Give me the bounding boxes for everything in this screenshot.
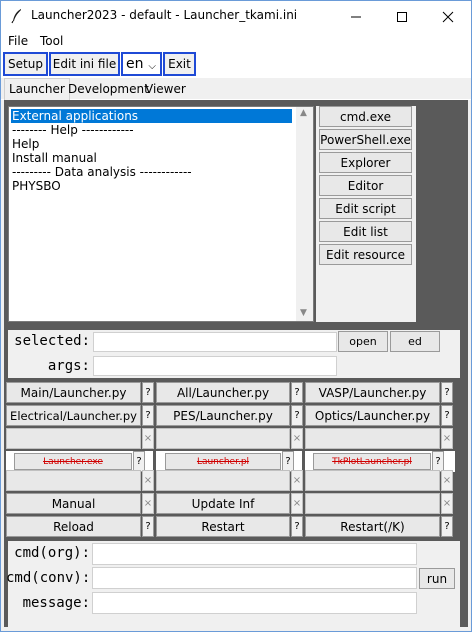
main-launcher-button[interactable]: Main/Launcher.py [6, 382, 141, 403]
language-select[interactable] [121, 52, 162, 76]
toolbar [1, 51, 471, 78]
minimize-button[interactable] [333, 2, 379, 31]
reload-button[interactable]: Reload [6, 516, 141, 537]
edit-script-button[interactable]: Edit script [319, 198, 412, 219]
message-label: message: [22, 595, 90, 611]
list-item[interactable]: External applications [11, 109, 292, 123]
close-icon[interactable]: × [291, 493, 303, 514]
close-icon[interactable]: × [142, 428, 154, 449]
cmd-conv-label: cmd(conv): [6, 570, 91, 586]
list-item[interactable]: PHYSBO [12, 179, 61, 193]
help-button[interactable]: ? [291, 516, 303, 537]
close-icon[interactable]: × [441, 493, 453, 514]
args-label: args: [47, 358, 90, 374]
help-button[interactable]: ? [441, 382, 453, 403]
close-icon[interactable]: × [142, 493, 154, 514]
selected-field[interactable] [93, 332, 337, 352]
help-button[interactable]: ? [432, 451, 444, 472]
help-button[interactable]: ? [133, 451, 145, 472]
launcher-pl-label: Launcher.pl [196, 456, 250, 467]
empty-slot [6, 428, 141, 449]
window-title: Launcher2023 - default - Launcher_tkami.ini [31, 8, 298, 22]
close-icon[interactable]: × [291, 470, 303, 491]
help-button[interactable]: ? [142, 516, 154, 537]
cmd-org-label: cmd(org): [14, 545, 90, 561]
open-button[interactable]: open [338, 331, 388, 352]
title-bar[interactable] [1, 1, 471, 31]
empty-slot [156, 470, 290, 491]
chevron-down-icon: ⌵ [148, 61, 156, 72]
selected-label: selected: [14, 333, 90, 349]
close-icon [442, 11, 454, 23]
pes-launcher-button[interactable]: PES/Launcher.py [156, 405, 290, 426]
tab-development[interactable]: Development [68, 82, 149, 96]
tab-launcher[interactable]: Launcher [4, 78, 70, 100]
help-button[interactable]: ? [282, 451, 294, 472]
tab-viewer[interactable]: Viewer [145, 82, 186, 96]
cmd-conv-field[interactable] [92, 567, 417, 589]
edit-resource-button[interactable]: Edit resource [319, 244, 412, 265]
help-button[interactable]: ? [291, 405, 303, 426]
message-field [92, 592, 417, 614]
tkplotlauncher-button[interactable] [313, 453, 431, 470]
restart-k-button[interactable]: Restart(/K) [305, 516, 440, 537]
help-button[interactable]: ? [441, 405, 453, 426]
exit-button[interactable]: Exit [163, 52, 196, 76]
scroll-down-icon[interactable]: ▼ [300, 308, 307, 318]
empty-slot [305, 428, 440, 449]
electrical-launcher-button[interactable]: Electrical/Launcher.py [6, 405, 141, 426]
explorer-button[interactable]: Explorer [319, 152, 412, 173]
editor-button[interactable]: Editor [319, 175, 412, 196]
help-button[interactable]: ? [142, 405, 154, 426]
ed-button[interactable]: ed [390, 331, 440, 352]
empty-slot [305, 470, 440, 491]
edit-list-button[interactable]: Edit list [319, 221, 412, 242]
application-list[interactable] [8, 106, 314, 322]
empty-slot [6, 470, 141, 491]
scroll-up-icon[interactable]: ▲ [300, 108, 307, 118]
args-field[interactable] [93, 356, 337, 376]
close-icon[interactable]: × [291, 428, 303, 449]
powershell-button[interactable]: PowerShell.exe [319, 129, 412, 150]
language-value: en [126, 56, 144, 72]
menu-bar [1, 31, 471, 51]
all-launcher-button[interactable]: All/Launcher.py [156, 382, 290, 403]
empty-slot [156, 428, 290, 449]
launcher-exe-label: Launcher.exe [43, 456, 103, 467]
launcher-exe-button[interactable] [14, 453, 132, 470]
close-button[interactable] [425, 2, 471, 31]
edit-ini-button[interactable]: Edit ini file [49, 52, 120, 76]
close-icon[interactable]: × [441, 428, 453, 449]
close-icon[interactable]: × [142, 470, 154, 491]
menu-file[interactable]: File [8, 34, 29, 48]
quill-icon [9, 8, 25, 24]
maximize-icon [396, 11, 408, 23]
list-item[interactable]: Help [12, 137, 40, 151]
vasp-launcher-button[interactable]: VASP/Launcher.py [305, 382, 440, 403]
list-item[interactable]: -------- Help ------------ [12, 123, 134, 137]
manual-button[interactable]: Manual [6, 493, 141, 514]
list-item[interactable]: --------- Data analysis ------------ [12, 165, 192, 179]
launcher-pl-button[interactable] [165, 453, 281, 470]
list-item[interactable]: Install manual [12, 151, 97, 165]
run-button[interactable]: run [419, 568, 455, 589]
help-button[interactable]: ? [142, 382, 154, 403]
cmd-org-field[interactable] [92, 543, 417, 565]
tab-bar [1, 78, 471, 100]
empty-slot [305, 493, 440, 514]
help-button[interactable]: ? [291, 382, 303, 403]
list-scrollbar[interactable] [296, 107, 313, 321]
restart-button[interactable]: Restart [156, 516, 290, 537]
tkplotlauncher-label: TkPlotLauncher.pl [332, 456, 412, 467]
setup-button[interactable]: Setup [3, 52, 48, 76]
maximize-button[interactable] [379, 2, 425, 31]
optics-launcher-button[interactable]: Optics/Launcher.py [305, 405, 440, 426]
help-button[interactable]: ? [441, 516, 453, 537]
close-icon[interactable]: × [441, 470, 453, 491]
cmd-exe-button[interactable]: cmd.exe [319, 106, 412, 127]
menu-tool[interactable]: Tool [40, 34, 64, 48]
minimize-icon [350, 11, 362, 23]
update-inf-button[interactable]: Update Inf [156, 493, 290, 514]
